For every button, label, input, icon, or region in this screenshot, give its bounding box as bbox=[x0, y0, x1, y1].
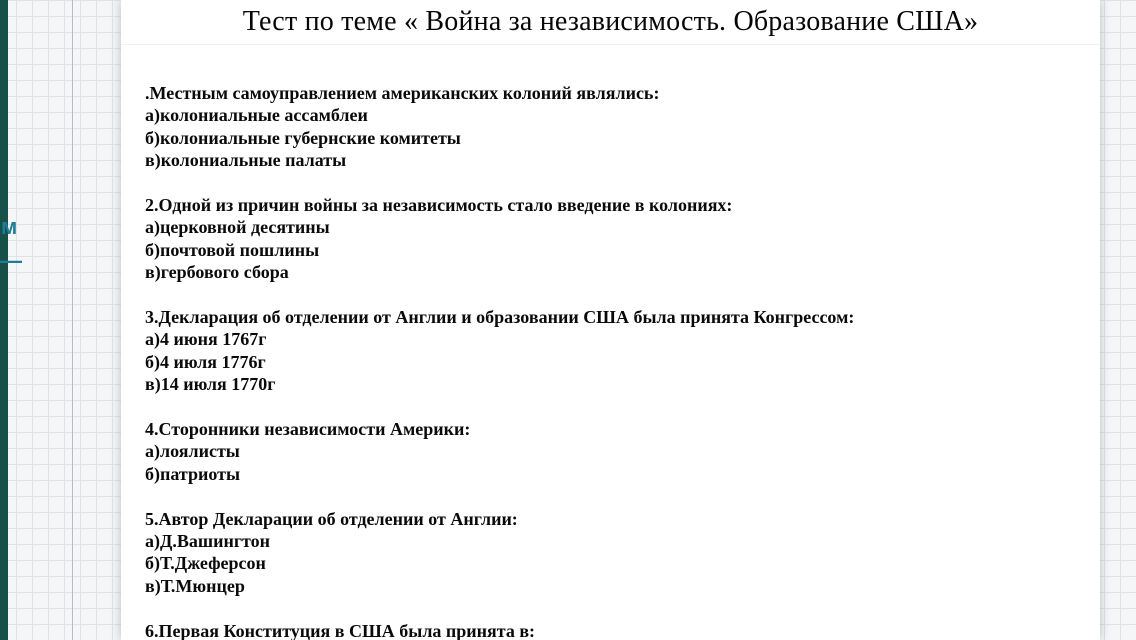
document-page bbox=[121, 0, 1100, 640]
answer-option: а)колониальные ассамблеи bbox=[145, 105, 368, 126]
answer-option: б)почтовой пошлины bbox=[145, 239, 320, 260]
question-text: 6.Первая Конституция в США была принята в: bbox=[145, 620, 536, 640]
answer-option: в)Т.Мюнцер bbox=[145, 575, 245, 596]
answer-option: б)колониальные губернские комитеты bbox=[145, 127, 461, 148]
document-title: Тест по теме « Война за независимость. Образование США» bbox=[242, 6, 979, 37]
question-text: 2.Одной из причин войны за независимость стало введение в колониях: bbox=[145, 195, 733, 216]
question-text: 3.Декларация об отделении от Англии и образовании США была принята Конгрессом: bbox=[145, 307, 855, 328]
question-block-6 bbox=[145, 620, 1070, 640]
left-vertical-divider bbox=[72, 0, 73, 640]
question-block-4 bbox=[145, 418, 1070, 485]
question-block-1 bbox=[145, 82, 1070, 172]
answer-option: в)гербового сбора bbox=[145, 262, 289, 283]
question-text: 5.Автор Декларации об отделении от Англии: bbox=[145, 508, 518, 529]
question-block-3 bbox=[145, 306, 1070, 396]
answer-option: б)4 июля 1776г bbox=[145, 351, 266, 372]
question-block-5 bbox=[145, 508, 1070, 598]
left-accent-strip bbox=[0, 0, 8, 640]
answer-option: в)14 июля 1770г bbox=[145, 374, 276, 395]
answer-option: б)Т.Джеферсон bbox=[145, 553, 266, 574]
answer-option: б)патриоты bbox=[145, 463, 241, 484]
answer-option: в)колониальные палаты bbox=[145, 150, 347, 171]
question-text: .Местным самоуправлением американских колоний являлись: bbox=[145, 83, 660, 103]
document-body bbox=[121, 82, 1100, 640]
left-partial-dash: — bbox=[0, 248, 22, 273]
question-block-2 bbox=[145, 194, 1070, 284]
answer-option: а)церковной десятины bbox=[145, 217, 330, 238]
answer-option: а)4 июня 1767г bbox=[145, 329, 267, 350]
answer-option: а)Д.Вашингтон bbox=[145, 531, 270, 552]
left-partial-text: м bbox=[1, 214, 18, 239]
question-text: 4.Сторонники независимости Америки: bbox=[145, 419, 471, 440]
header-divider bbox=[121, 44, 1100, 45]
answer-option: а)лоялисты bbox=[145, 441, 240, 462]
